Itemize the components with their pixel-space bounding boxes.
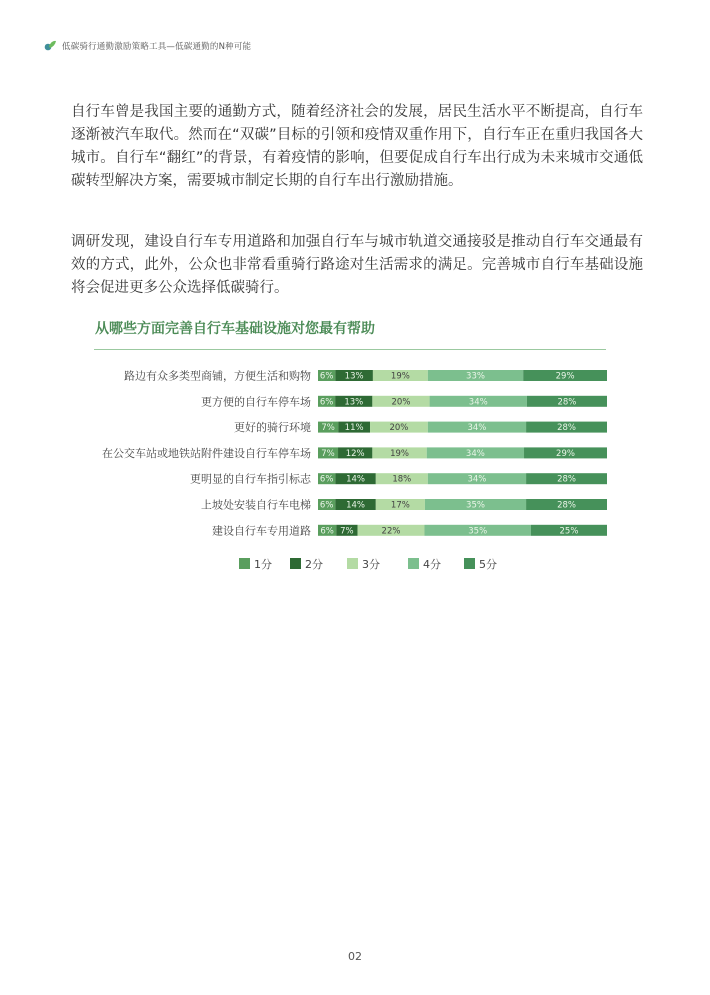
bar-value-label: 6% [319, 371, 334, 382]
bar-value-label: 34% [467, 474, 487, 485]
header-title: 低碳骑行通勤激励策略工具—低碳通勤的N种可能 [62, 42, 252, 52]
bar-value-label: 29% [555, 371, 575, 382]
bar-value-label: 28% [557, 474, 576, 485]
category-label: 路边有众多类型商铺，方便生活和购物 [124, 369, 311, 383]
bar-value-label: 34% [468, 397, 488, 408]
category-label: 建设自行车专用道路 [212, 524, 311, 538]
bar-value-label: 11% [344, 423, 364, 434]
findings-paragraph: 调研发现，建设自行车专用道路和加强自行车与城市轨道交通接驳是推动自行车交通最有效的方式，此外，公众也非常看重骑行路途对生活需求的满足。完善城市自行车基础设施将会促进更多公众选择低碳骑行。 [71, 234, 643, 296]
legend-label: 4分 [423, 558, 441, 571]
bar-value-label: 6% [319, 397, 334, 408]
bar-value-label: 34% [465, 448, 485, 459]
bar-value-label: 13% [344, 397, 364, 408]
legend-label: 1分 [254, 558, 272, 571]
bar-value-label: 18% [392, 474, 412, 485]
bar-value-label: 34% [467, 423, 487, 434]
bar-value-label: 22% [381, 526, 401, 537]
bar-value-label: 7% [340, 526, 354, 537]
bar-value-label: 13% [344, 371, 364, 382]
category-label: 更方便的自行车停车场 [201, 395, 311, 409]
legend-label: 2分 [305, 558, 323, 571]
category-label: 更好的骑行环境 [234, 421, 311, 435]
bar-value-label: 29% [556, 448, 575, 459]
bar-value-label: 28% [557, 423, 576, 434]
legend-label: 3分 [362, 558, 380, 571]
legend-label: 5分 [479, 558, 497, 571]
legend-swatch-5 [464, 558, 475, 569]
chart-title: 从哪些方面完善自行车基础设施对您最有帮助 [95, 321, 375, 337]
legend-swatch-2 [290, 558, 301, 569]
category-label: 在公交车站或地铁站附件建设自行车停车场 [102, 446, 311, 460]
bar-value-label: 6% [319, 474, 334, 485]
bar-value-label: 28% [557, 500, 576, 511]
bar-value-label: 19% [390, 448, 410, 459]
bar-value-label: 14% [346, 500, 366, 511]
bar-value-label: 20% [391, 397, 411, 408]
bar-value-label: 14% [346, 474, 366, 485]
bar-value-label: 6% [320, 526, 334, 537]
intro-paragraph: 自行车曾是我国主要的通勤方式，随着经济社会的发展，居民生活水平不断提高，自行车逐渐被汽车取代。然而在“双碳”目标的引领和疫情双重作用下，自行车正在重归我国各大城市。自行车“翻红”的背景，有着疫情的影响，但要促成自行车出行成为未来城市交通低碳转型解决方案，需要城市制定长期的自行车出行激励措施。 [71, 104, 643, 189]
category-label: 更明显的自行车指引标志 [190, 472, 311, 486]
category-label: 上坡处安装自行车电梯 [201, 498, 311, 512]
legend-swatch-1 [239, 558, 250, 569]
bar-value-label: 12% [345, 448, 365, 459]
bar-value-label: 35% [466, 500, 485, 511]
bar-value-label: 33% [466, 371, 485, 382]
bar-value-label: 6% [319, 500, 334, 511]
legend-swatch-4 [408, 558, 419, 569]
bar-value-label: 7% [321, 448, 335, 459]
bar-value-label: 25% [559, 526, 579, 537]
bar-value-label: 19% [390, 371, 410, 382]
bar-value-label: 28% [557, 397, 577, 408]
bar-value-label: 20% [389, 423, 409, 434]
bar-value-label: 7% [321, 423, 335, 434]
page-number: 02 [348, 950, 362, 963]
bar-value-label: 35% [468, 526, 488, 537]
bar-value-label: 17% [390, 500, 410, 511]
legend-swatch-3 [347, 558, 358, 569]
